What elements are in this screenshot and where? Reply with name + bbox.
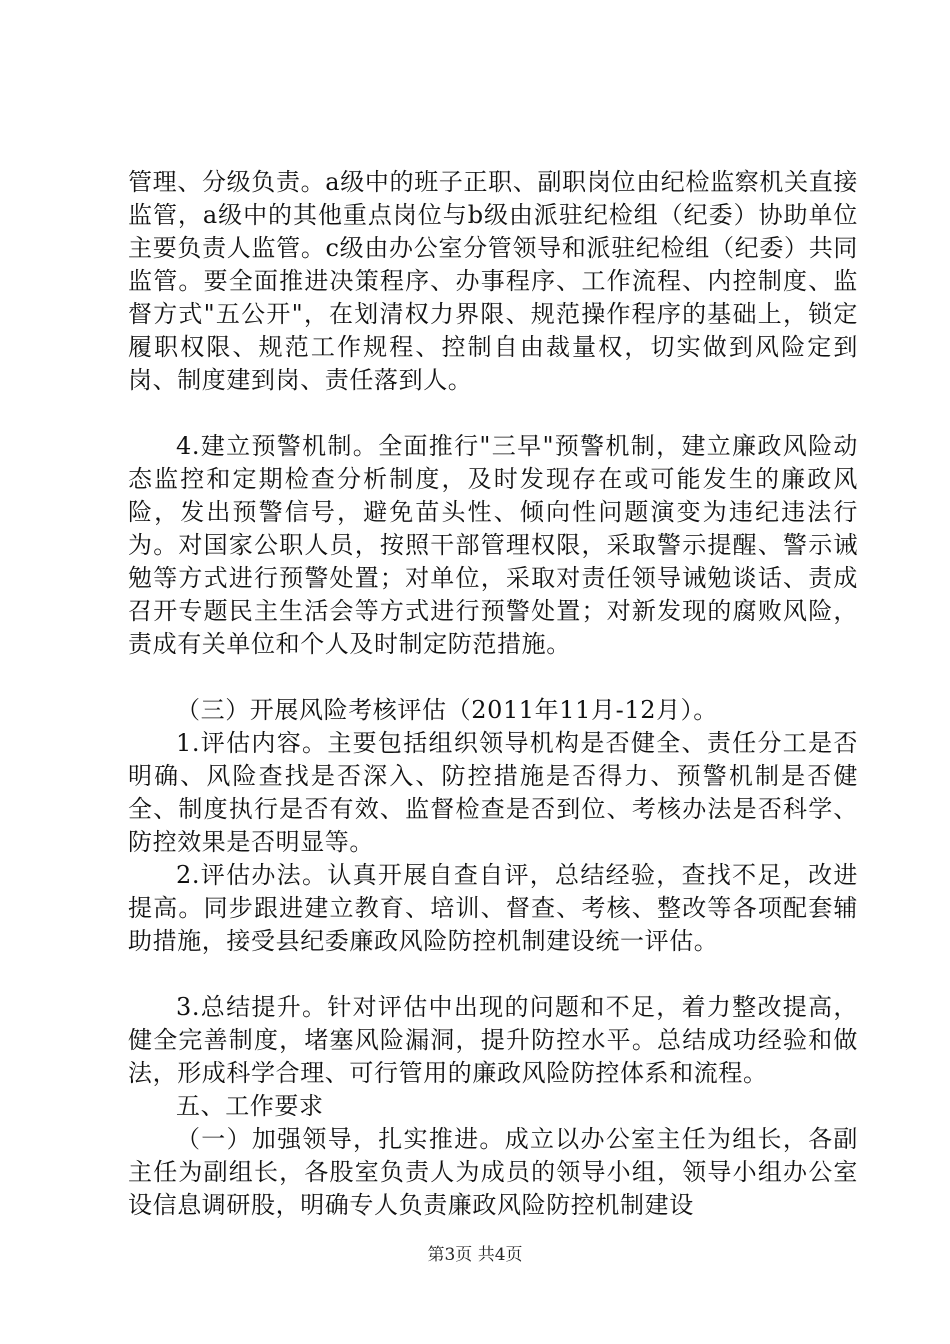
body-text	[128, 166, 858, 1222]
paragraph-supervision: 管理、分级负责。a级中的班子正职、副职岗位由纪检监察机关直接监管，a级中的其他重点岗位与b级由派驻纪检组（纪委）协助单位主要负责人监管。c级由办公室分管领导和派驻纪检组（纪委）共同监管。要全面推进决策程序、办事程序、工作流程、内控制度、监督方式"五公开"，在划清权力界限、规范操作程序的基础上，锁定履职权限、规范工作规程、控制自由裁量权，切实做到风险定到岗、制度建到岗、责任落到人。	[128, 168, 858, 394]
paragraph-summary: 3.总结提升。针对评估中出现的问题和不足，着力整改提高，健全完善制度，堵塞风险漏洞，提升防控水平。总结成功经验和做法，形成科学合理、可行管用的廉政风险防控体系和流程。	[128, 993, 858, 1087]
paragraph-assessment-content: 1.评估内容。主要包括组织领导机构是否健全、责任分工是否明确、风险查找是否深入、防控措施是否得力、预警机制是否健全、制度执行是否有效、监督检查是否到位、考核办法是否科学、防控效果是否明显等。	[128, 729, 858, 856]
section-heading-work-requirements: 五、工作要求	[176, 1092, 324, 1120]
paragraph-warning-mechanism: 4.建立预警机制。全面推行"三早"预警机制，建立廉政风险动态监控和定期检查分析制度，及时发现存在或可能发生的廉政风险，发出预警信号，避免苗头性、倾向性问题演变为违纪违法行为。对国家公职人员，按照干部管理权限，采取警示提醒、警示诫勉等方式进行预警处置；对单位，采取对责任领导诫勉谈话、责成召开专题民主生活会等方式进行预警处置；对新发现的腐败风险，责成有关单位和个人及时制定防范措施。	[128, 432, 858, 658]
paragraph-leadership: （一）加强领导，扎实推进。成立以办公室主任为组长，各副主任为副组长，各股室负责人为成员的领导小组，领导小组办公室设信息调研股，明确专人负责廉政风险防控机制建设	[128, 1125, 858, 1219]
page-number-footer: 第3页 共4页	[427, 1245, 523, 1265]
paragraph-assessment-method: 2.评估办法。认真开展自查自评，总结经验，查找不足，改进提高。同步跟进建立教育、培训、督查、考核、整改等各项配套辅助措施，接受县纪委廉政风险防控机制建设统一评估。	[128, 861, 858, 955]
section-heading-risk-assessment: （三）开展风险考核评估（2011年11月-12月）。	[176, 696, 718, 724]
